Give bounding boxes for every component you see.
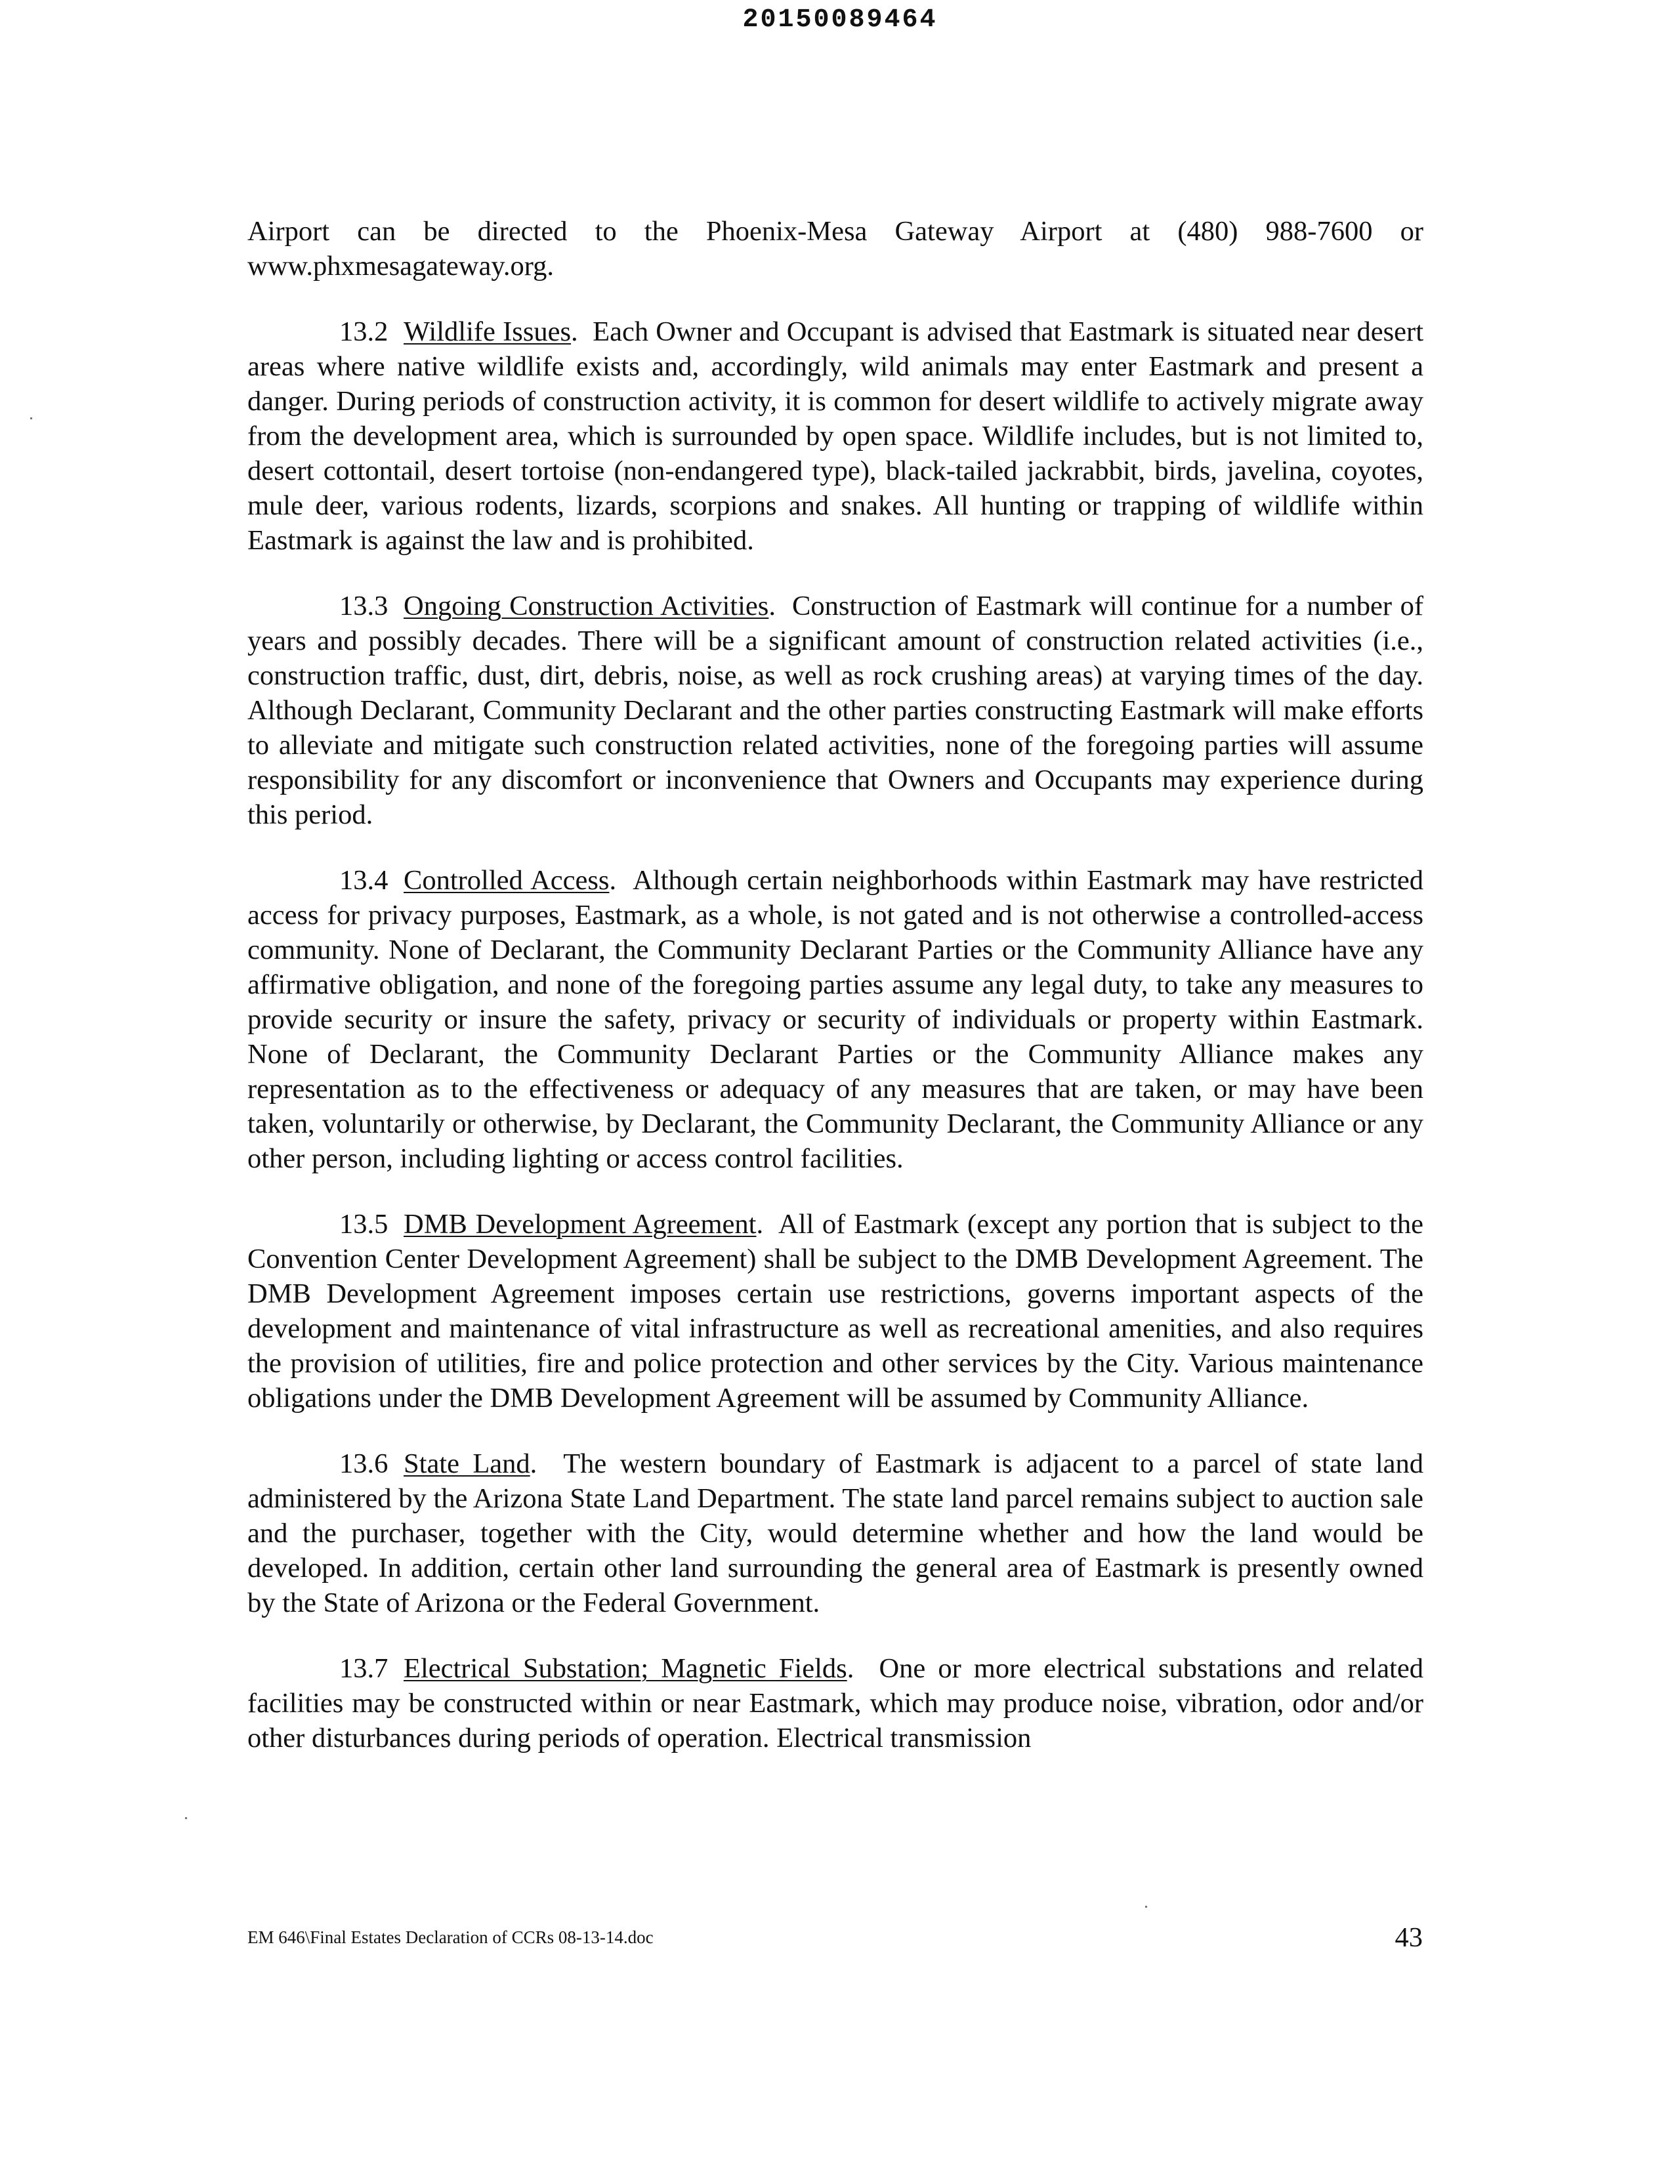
section-title: DMB Development Agreement [404,1209,757,1240]
section-title: Ongoing Construction Activities [404,591,769,621]
section-number: 13.5 [339,1209,388,1240]
section-text: Although certain neighborhoods within Eastmark may have restricted access for privacy purposes, Eastmark, as a whole, is not gated and is not otherwise a controlled-access community. None of Declarant, the Community Declarant Parties or the Community Alliance have any affirmative obligation, and none of the foregoing parties assume any legal duty, to take any measures to provide security or insure the safety, privacy or security of individuals or property within Eastmark. None of Declarant, the Community Declarant Parties or the Community Alliance makes any representation as to the effectiveness or adequacy of any measures that are taken, or may have been taken, voluntarily or otherwise, by Declarant, the Community Declarant, the Community Alliance or any other person, including lighting or access control facilities. [247,865,1424,1174]
section-13-3: 13.3 Ongoing Construction Activities. Construction of Eastmark will continue for a number of years and possibly decades. There will be a significant amount of construction related activities (i.e., construction traffic, dust, dirt, debris, noise, as well as rock crushing areas) at varying times of the day. Although Declarant, Community Declarant and the other parties constructing Eastmark will make efforts to alleviate and mitigate such construction related activities, none of the foregoing parties will assume responsibility for any discomfort or inconvenience that Owners and Occupants may experience during this period. [247,589,1423,832]
section-number: 13.4 [339,865,388,896]
section-13-7: 13.7 Electrical Substation; Magnetic Fields. One or more electrical substations and related facilities may be constructed within or near Eastmark, which may produce noise, vibration, odor and/or other disturbances during periods of operation. Electrical transmission [247,1651,1423,1755]
section-number: 13.7 [339,1653,388,1684]
section-number: 13.3 [339,591,388,621]
scan-speck [185,1817,187,1819]
section-title: Wildlife Issues [404,316,572,347]
section-text: The western boundary of Eastmark is adjacent to a parcel of state land administered by the Arizona State Land Department. The state land parcel remains subject to auction sale and the purchaser, together with the City, would determine whether and how the land would be developed. In addition, certain other land surrounding the general area of Eastmark is presently owned by the State of Arizona or the Federal Government. [247,1448,1424,1618]
scan-speck [30,417,32,419]
section-13-2: 13.2 Wildlife Issues. Each Owner and Occupant is advised that Eastmark is situated near desert areas where native wildlife exists and, accordingly, wild animals may enter Eastmark and present a danger. During periods of construction activity, it is common for desert wildlife to actively migrate away from the development area, which is surrounded by open space. Wildlife includes, but is not limited to, desert cottontail, desert tortoise (non-endangered type), black-tailed jackrabbit, birds, javelina, coyotes, mule deer, various rodents, lizards, scorpions and snakes. All hunting or trapping of wildlife within Eastmark is against the law and is prohibited. [247,314,1423,558]
section-number: 13.2 [339,316,388,347]
document-number: 20150089464 [742,5,938,35]
intro-paragraph: Airport can be directed to the Phoenix-Mesa Gateway Airport at (480) 988-7600 or www.phxmesagateway.org. [247,216,1423,282]
document-body [247,214,1423,1786]
section-text: All of Eastmark (except any portion that is subject to the Convention Center Development Agreement) shall be subject to the DMB Development Agreement. The DMB Development Agreement imposes certain use restrictions, governs important aspects of the development and maintenance of vital infrastructure as well as recreational amenities, and also requires the provision of utilities, fire and police protection and other services by the City. Various maintenance obligations under the DMB Development Agreement will be assumed by Community Alliance. [247,1209,1423,1414]
footer-file-name: EM 646\Final Estates Declaration of CCRs 08-13-14.doc [247,1927,654,1947]
section-number: 13.6 [339,1448,388,1479]
page-number: 43 [1395,1922,1423,1953]
scan-speck [1145,1906,1147,1908]
section-text: One or more electrical substations and related facilities may be constructed within or near Eastmark, which may produce noise, vibration, odor and/or other disturbances during periods of operation. Electrical transmission [247,1653,1423,1754]
section-13-5: 13.5 DMB Development Agreement. All of Eastmark (except any portion that is subject to the Convention Center Development Agreement) shall be subject to the DMB Development Agreement. The DMB Development Agreement imposes certain use restrictions, governs important aspects of the development and maintenance of vital infrastructure as well as recreational amenities, and also requires the provision of utilities, fire and police protection and other services by the City. Various maintenance obligations under the DMB Development Agreement will be assumed by Community Alliance. [247,1207,1423,1416]
section-title: Controlled Access [404,865,610,896]
section-13-4: 13.4 Controlled Access. Although certain neighborhoods within Eastmark may have restricted access for privacy purposes, Eastmark, as a whole, is not gated and is not otherwise a controlled-access community. None of Declarant, the Community Declarant Parties or the Community Alliance have any affirmative obligation, and none of the foregoing parties assume any legal duty, to take any measures to provide security or insure the safety, privacy or security of individuals or property within Eastmark. None of Declarant, the Community Declarant Parties or the Community Alliance makes any representation as to the effectiveness or adequacy of any measures that are taken, or may have been taken, voluntarily or otherwise, by Declarant, the Community Declarant, the Community Alliance or any other person, including lighting or access control facilities. [247,863,1423,1176]
section-text: Each Owner and Occupant is advised that Eastmark is situated near desert areas where native wildlife exists and, accordingly, wild animals may enter Eastmark and present a danger. During periods of construction activity, it is common for desert wildlife to actively migrate away from the development area, which is surrounded by open space. Wildlife includes, but is not limited to, desert cottontail, desert tortoise (non-endangered type), black-tailed jackrabbit, birds, javelina, coyotes, mule deer, various rodents, lizards, scorpions and snakes. All hunting or trapping of wildlife within Eastmark is against the law and is prohibited. [247,316,1423,556]
section-text: Construction of Eastmark will continue for a number of years and possibly decades. There will be a significant amount of construction related activities (i.e., construction traffic, dust, dirt, debris, noise, as well as rock crushing areas) at varying times of the day. Although Declarant, Community Declarant and the other parties constructing Eastmark will make efforts to alleviate and mitigate such construction related activities, none of the foregoing parties will assume responsibility for any discomfort or inconvenience that Owners and Occupants may experience during this period. [247,591,1423,830]
section-13-6: 13.6 State Land. The western boundary of Eastmark is adjacent to a parcel of state land administered by the Arizona State Land Department. The state land parcel remains subject to auction sale and the purchaser, together with the City, would determine whether and how the land would be developed. In addition, certain other land surrounding the general area of Eastmark is presently owned by the State of Arizona or the Federal Government. [247,1446,1423,1620]
section-title: State Land [404,1448,530,1479]
section-title: Electrical Substation; Magnetic Fields [404,1653,847,1684]
